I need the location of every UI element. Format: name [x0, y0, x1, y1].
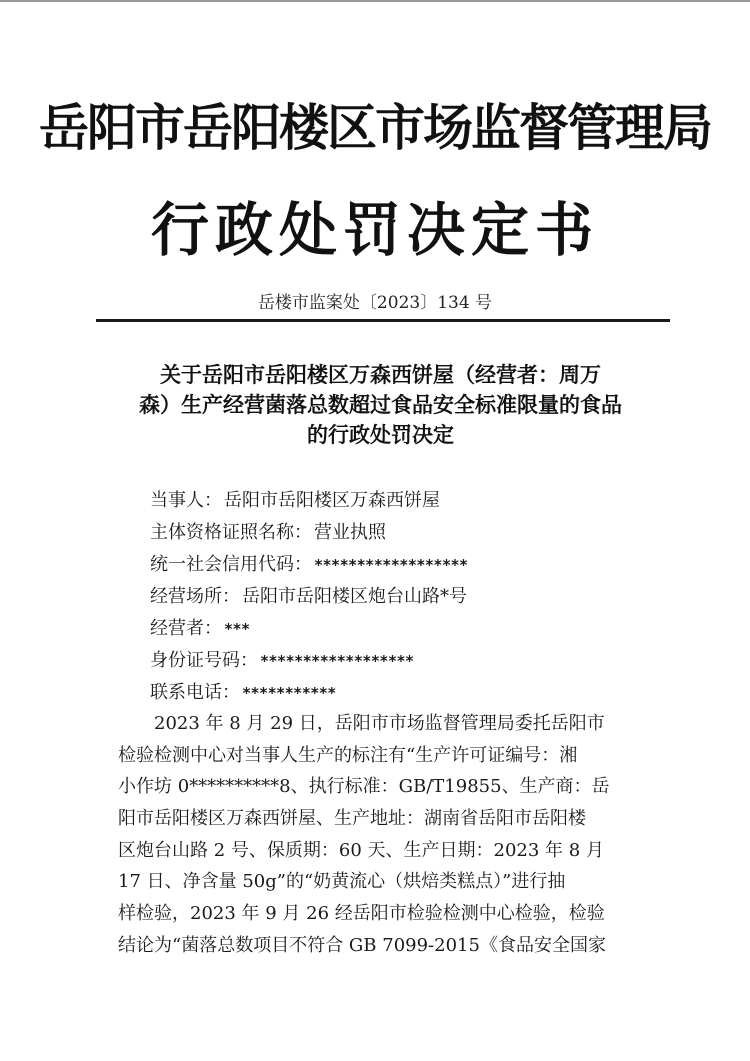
party-info	[150, 485, 670, 709]
business-address-value: 岳阳市岳阳楼区炮台山路*号	[242, 586, 467, 607]
credit-code-field	[150, 549, 670, 581]
phone-value: ***********	[242, 684, 336, 702]
id-number-value: ******************	[260, 652, 414, 670]
license-name-value: 营业执照	[314, 522, 386, 543]
body-line: 检验检测中心对当事人生产的标注有“生产许可证编号：湘	[118, 744, 578, 766]
credit-code-label: 统一社会信用代码：	[150, 554, 312, 575]
business-address-label: 经营场所：	[150, 586, 240, 607]
subject-line: 森）生产经营菌落总数超过食品安全标准限量的食品	[139, 393, 622, 417]
party-label: 当事人：	[150, 490, 222, 511]
phone-label: 联系电话：	[150, 682, 240, 703]
id-number-field	[150, 645, 670, 677]
body-line: 区炮台山路 2 号、保质期：60 天、生产日期：2023 年 8 月	[118, 839, 604, 861]
document-number: 岳楼市监案处〔2023〕134 号	[257, 293, 493, 313]
phone-field	[150, 677, 670, 709]
body-line: 样检验，2023 年 9 月 26 经岳阳市检验检测中心检验，检验	[118, 903, 605, 925]
party-field	[150, 485, 670, 517]
subject-line: 的行政处罚决定	[307, 423, 454, 447]
body-paragraph	[118, 708, 656, 962]
business-address-field	[150, 581, 670, 613]
body-line: 小作坊 0**********8、执行标准：GB/T19855、生产商：岳	[118, 776, 610, 798]
operator-field	[150, 613, 670, 645]
body-line: 2023 年 8 月 29 日，岳阳市市场监督管理局委托岳阳市	[154, 713, 605, 734]
operator-value: ***	[224, 620, 250, 638]
document-type-title: 行政处罚决定书	[150, 196, 599, 264]
credit-code-value: ******************	[314, 556, 468, 574]
subject-line: 关于岳阳市岳阳楼区万森西饼屋（经营者：周万	[160, 363, 601, 387]
header-divider	[96, 319, 670, 322]
body-line: 阳市岳阳楼区万森西饼屋、生产地址：湖南省岳阳市岳阳楼	[118, 808, 586, 830]
agency-title: 岳阳市岳阳楼区市场监督管理局	[39, 99, 711, 157]
license-name-label: 主体资格证照名称：	[150, 522, 312, 543]
id-number-label: 身份证号码：	[150, 650, 258, 671]
party-value: 岳阳市岳阳楼区万森西饼屋	[224, 490, 440, 511]
license-name-field	[150, 517, 670, 549]
body-line: 结论为“菌落总数项目不符合 GB 7099-2015《食品安全国家	[118, 934, 606, 956]
decision-subject	[108, 360, 653, 450]
scan-top-edge	[0, 0, 750, 2]
body-line: 17 日、净含量 50g”的“奶黄流心（烘焙类糕点）”进行抽	[118, 871, 566, 893]
operator-label: 经营者：	[150, 618, 222, 639]
